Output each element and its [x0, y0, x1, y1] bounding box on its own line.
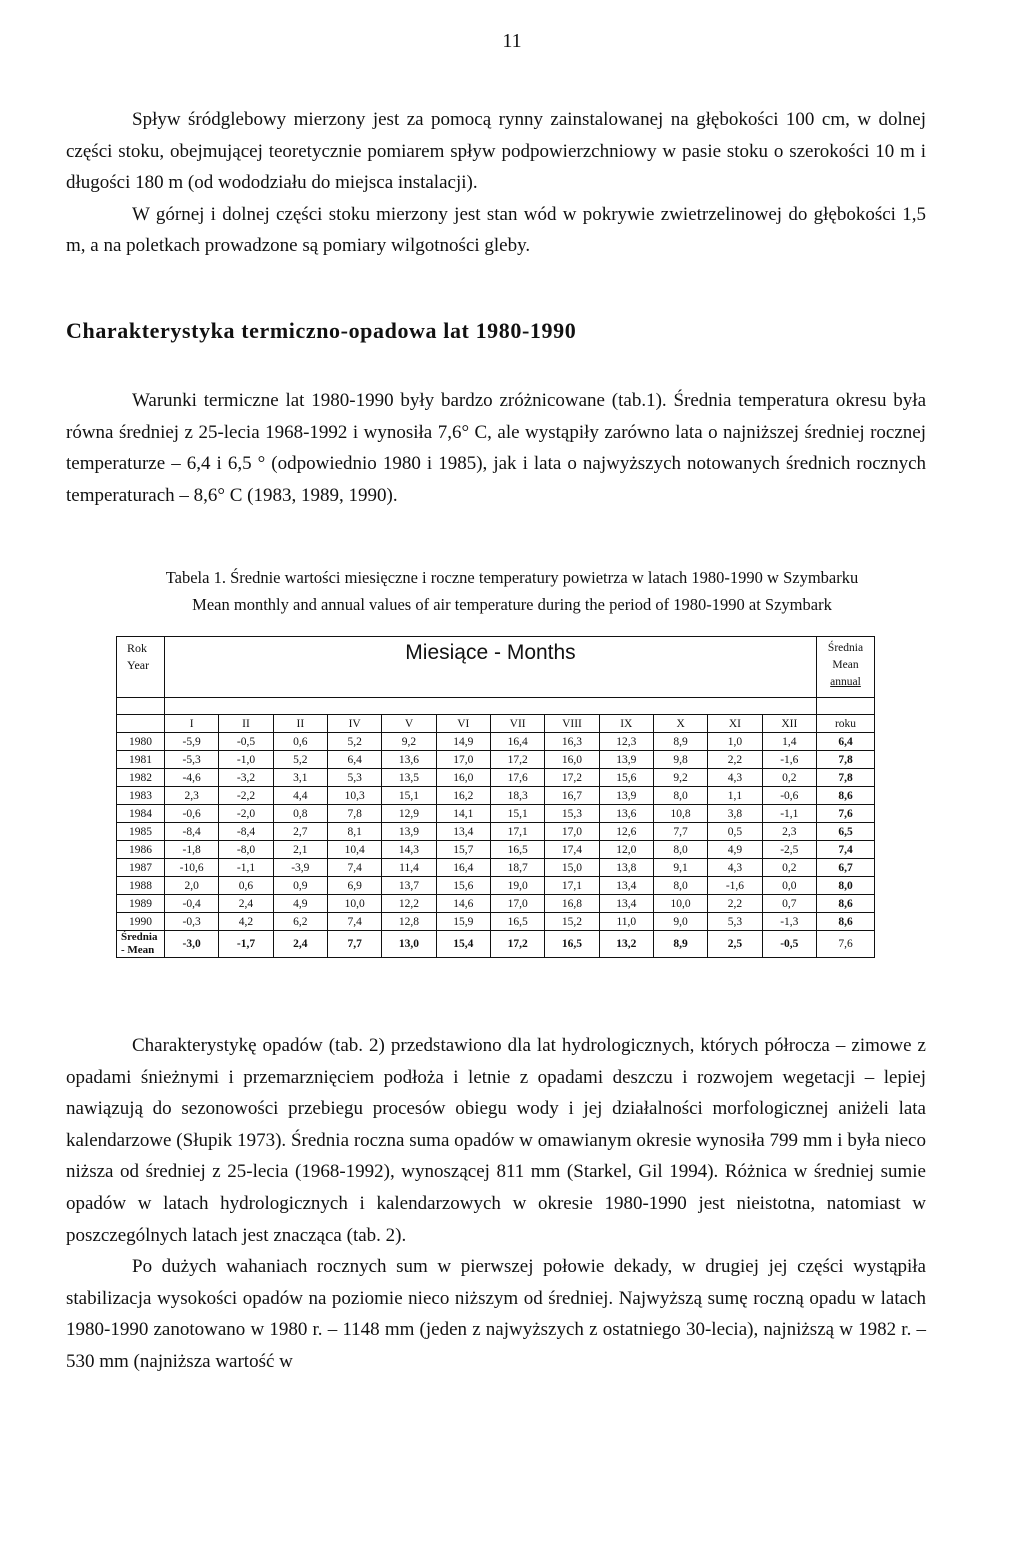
table-cell: 6,4 [327, 751, 381, 769]
table-cell: 2,2 [708, 895, 762, 913]
row-year: 1981 [117, 751, 165, 769]
month-header: II [273, 715, 327, 733]
table-cell: -0,4 [165, 895, 219, 913]
table-cell: 3,1 [273, 769, 327, 787]
table-cell: -0,6 [165, 805, 219, 823]
paragraph-groundwater: W górnej i dolnej części stoku mierzony jest stan wód w pokrywie zwietrzelinowej do głębokości 1,5 m, a na poletkach prowadzone są pomiary wilgotności gleby. [66, 203, 926, 257]
table-cell: 16,0 [436, 769, 490, 787]
table-caption-en: Mean monthly and annual values of air temperature during the period of 1980-1990 at Szymbark [192, 595, 832, 614]
paragraph-precip: Charakterystykę opadów (tab. 2) przedstawiono dla lat hydrologicznych, których półrocza – zimowe z opadami śnieżnymi i przemarznięciem podłoża i letnie z opadami deszczu i rozwojem wegetacji – lepiej nawiązują do sezonowości przebiegu procesów obiegu wody i jej działalności morfologicznej aniżeli lata kalendarzowe (Słupik 1973). Średnia roczna suma opadów w omawianym okresie wynosiła 799 mm i była nieco niższa od średniej z 25-lecia (1968-1992), wynoszącej 811 mm (Starkel, Gil 1994). Różnica w średniej sumie opadów w latach hydrologicznych i kalendarzowych w okresie 1980-1990 jest nieistotna, natomiast w poszczególnych latach jest znacząca (tab. 2). [66, 1035, 926, 1246]
table-cell: 0,6 [219, 877, 273, 895]
table-cell: 12,3 [599, 733, 653, 751]
table-cell: 8,0 [653, 841, 707, 859]
mean-cell: 17,2 [490, 931, 544, 958]
row-year: 1989 [117, 895, 165, 913]
table-cell: -1,8 [165, 841, 219, 859]
table-cell: 4,9 [708, 841, 762, 859]
row-annual: 7,6 [817, 805, 875, 823]
table-cell: 8,0 [653, 787, 707, 805]
table-cell: 17,4 [545, 841, 599, 859]
table-cell: 2,2 [708, 751, 762, 769]
table-cell: 9,8 [653, 751, 707, 769]
header-annual: annual [830, 676, 861, 688]
row-year: 1985 [117, 823, 165, 841]
header-year: Year [127, 658, 150, 672]
table-cell: -1,6 [708, 877, 762, 895]
mean-annual: 7,6 [817, 931, 875, 958]
table-cell: 1,4 [762, 733, 816, 751]
table-cell: -0,6 [762, 787, 816, 805]
table-cell: 3,8 [708, 805, 762, 823]
table-cell: 7,4 [327, 913, 381, 931]
table-cell: 2,3 [165, 787, 219, 805]
table-cell: 0,2 [762, 769, 816, 787]
table-cell: 17,0 [545, 823, 599, 841]
month-header: VIII [545, 715, 599, 733]
row-annual: 8,6 [817, 913, 875, 931]
table-cell: 4,4 [273, 787, 327, 805]
table-row [117, 877, 875, 895]
table-row [117, 895, 875, 913]
table-cell: 7,4 [327, 859, 381, 877]
table-cell: 13,5 [382, 769, 436, 787]
table-cell: 10,3 [327, 787, 381, 805]
table-cell: 15,6 [436, 877, 490, 895]
row-year: 1988 [117, 877, 165, 895]
mean-cell: 2,5 [708, 931, 762, 958]
table-cell: 13,6 [599, 805, 653, 823]
table-cell: 6,9 [327, 877, 381, 895]
table-cell: 1,1 [708, 787, 762, 805]
table-cell: -1,1 [219, 859, 273, 877]
table-cell: 6,2 [273, 913, 327, 931]
table-cell: 14,1 [436, 805, 490, 823]
table-cell: 17,0 [436, 751, 490, 769]
row-annual: 7,4 [817, 841, 875, 859]
table-cell: 17,1 [490, 823, 544, 841]
table-cell: 13,9 [599, 787, 653, 805]
table-cell: 5,3 [708, 913, 762, 931]
table-cell: 5,3 [327, 769, 381, 787]
table-cell: 13,8 [599, 859, 653, 877]
table-cell: 15,2 [545, 913, 599, 931]
table-cell: 9,2 [382, 733, 436, 751]
table-cell: 16,4 [490, 733, 544, 751]
table-cell: -3,2 [219, 769, 273, 787]
mean-cell: 7,7 [327, 931, 381, 958]
row-annual: 6,7 [817, 859, 875, 877]
temperature-table [116, 636, 875, 958]
table-cell: 11,0 [599, 913, 653, 931]
table-cell: 0,5 [708, 823, 762, 841]
table-cell: 8,9 [653, 733, 707, 751]
table-cell: 1,0 [708, 733, 762, 751]
row-year: 1990 [117, 913, 165, 931]
mean-cell: -1,7 [219, 931, 273, 958]
table-cell: 12,6 [599, 823, 653, 841]
table-cell: 4,9 [273, 895, 327, 913]
table-cell: 16,7 [545, 787, 599, 805]
row-year: 1983 [117, 787, 165, 805]
table-cell: 12,9 [382, 805, 436, 823]
month-header: VI [436, 715, 490, 733]
table-cell: 17,2 [490, 751, 544, 769]
table-cell: 15,1 [382, 787, 436, 805]
table-cell: 2,7 [273, 823, 327, 841]
mean-label [117, 931, 165, 958]
table-cell: 10,0 [327, 895, 381, 913]
table-cell: 13,9 [599, 751, 653, 769]
mean-label-en: - Mean [121, 944, 155, 956]
table-cell: 10,8 [653, 805, 707, 823]
month-header: XI [708, 715, 762, 733]
page-number: 11 [502, 30, 522, 52]
table-cell: -2,0 [219, 805, 273, 823]
table-cell: 13,9 [382, 823, 436, 841]
month-header: V [382, 715, 436, 733]
header-rok: Rok [127, 641, 148, 655]
row-annual: 8,6 [817, 787, 875, 805]
mean-cell: 13,0 [382, 931, 436, 958]
month-header-row [117, 715, 875, 733]
table-cell: 17,0 [490, 895, 544, 913]
mean-cell: -0,5 [762, 931, 816, 958]
table-cell: 9,2 [653, 769, 707, 787]
table-cell: -2,5 [762, 841, 816, 859]
table-cell: -10,6 [165, 859, 219, 877]
table-cell: 15,3 [545, 805, 599, 823]
table-cell: 14,3 [382, 841, 436, 859]
table-cell: 2,0 [165, 877, 219, 895]
table-row [117, 913, 875, 931]
mean-cell: 13,2 [599, 931, 653, 958]
table-cell: 16,5 [490, 841, 544, 859]
table-cell: -3,9 [273, 859, 327, 877]
table-cell: 13,7 [382, 877, 436, 895]
table-cell: 12,8 [382, 913, 436, 931]
table-cell: 8,1 [327, 823, 381, 841]
table-row [117, 787, 875, 805]
table-cell: 16,0 [545, 751, 599, 769]
paragraph-thermal: Warunki termiczne lat 1980-1990 były bardzo zróżnicowane (tab.1). Średnia temperatura okresu była równa średniej z 25-lecia 1968-1992 i wynosiła 7,6° C, ale wystąpiły zarówno lata o najniższej średniej rocznej temperaturze – 6,4 i 6,5 ° (odpowiednio 1980 i 1985), jak i lata o najwyższych notowanych średnich rocznych temperaturach – 8,6° C (1983, 1989, 1990). [66, 390, 926, 506]
table-cell: 0,6 [273, 733, 327, 751]
row-year: 1984 [117, 805, 165, 823]
intro-paragraphs [66, 104, 926, 262]
table-cell: -4,6 [165, 769, 219, 787]
header-sred: Średnia [827, 642, 864, 654]
table-cell: 5,2 [327, 733, 381, 751]
table-cell: 4,3 [708, 859, 762, 877]
table-caption-pl: Tabela 1. Średnie wartości miesięczne i roczne temperatury powietrza w latach 1980-1990 w Szymbarku [165, 568, 859, 587]
table-cell: 19,0 [490, 877, 544, 895]
table-cell: -1,0 [219, 751, 273, 769]
row-annual: 6,5 [817, 823, 875, 841]
table-row [117, 823, 875, 841]
mean-cell: 15,4 [436, 931, 490, 958]
table-row [117, 841, 875, 859]
table-cell: 14,9 [436, 733, 490, 751]
precip-paragraphs [66, 1030, 926, 1378]
mean-cell: 2,4 [273, 931, 327, 958]
table-cell: 7,7 [653, 823, 707, 841]
paragraph-precip-2: Po dużych wahaniach rocznych sum w pierwszej połowie dekady, w drugiej jej części wystąpiła stabilizacja wysokości opadów na poziomie nieco niższym od średniej. Najwyższą sumę roczną opadu w latach 1980-1990 zanotowano w 1980 r. – 1148 mm (jeden z najwyższych z ostatniego 30-lecia), najniższą w 1982 r. – 530 mm (najniższa wartość w [66, 1256, 926, 1372]
table-cell: 18,7 [490, 859, 544, 877]
header-year-cell [117, 637, 165, 698]
table-cell: -1,6 [762, 751, 816, 769]
table-cell: 0,8 [273, 805, 327, 823]
month-header: roku [817, 715, 875, 733]
table-cell: 0,0 [762, 877, 816, 895]
table-cell: 11,4 [382, 859, 436, 877]
mean-label-pl: Średnia [121, 931, 158, 943]
table-header-row [117, 637, 875, 698]
table-cell: 17,1 [545, 877, 599, 895]
paragraph-runoff: Spływ śródglebowy mierzony jest za pomocą rynny zainstalowanej na głębokości 100 cm, w dolnej części stoku, obejmującej teoretycznie pomiarem spływ podpowierzchniowy w pasie stoku o szerokości 10 m i długości 180 m (od wododziału do miejsca instalacji). [66, 109, 926, 194]
row-annual: 8,6 [817, 895, 875, 913]
table-cell: 16,8 [545, 895, 599, 913]
table-cell: 9,1 [653, 859, 707, 877]
table-cell: 13,6 [382, 751, 436, 769]
table-cell: 8,0 [653, 877, 707, 895]
header-mean-cell [817, 637, 875, 698]
table-cell: 0,9 [273, 877, 327, 895]
table-cell: 13,4 [436, 823, 490, 841]
table-cell: 4,3 [708, 769, 762, 787]
table-row [117, 733, 875, 751]
table-cell: 2,3 [762, 823, 816, 841]
table-cell: 16,2 [436, 787, 490, 805]
table-cell: 16,4 [436, 859, 490, 877]
table-cell: 5,2 [273, 751, 327, 769]
row-annual: 8,0 [817, 877, 875, 895]
table-cell: 9,0 [653, 913, 707, 931]
header-mean: Mean [832, 659, 859, 671]
table-cell: 0,2 [762, 859, 816, 877]
row-annual: 7,8 [817, 751, 875, 769]
table-cell: 10,0 [653, 895, 707, 913]
table-cell: 17,6 [490, 769, 544, 787]
month-header: VII [490, 715, 544, 733]
table-row [117, 769, 875, 787]
table-cell: 15,6 [599, 769, 653, 787]
table-cell: 12,2 [382, 895, 436, 913]
table-row [117, 859, 875, 877]
table-cell: -2,2 [219, 787, 273, 805]
table-cell: -0,3 [165, 913, 219, 931]
table-cell: 10,4 [327, 841, 381, 859]
table-cell: 15,7 [436, 841, 490, 859]
row-year: 1980 [117, 733, 165, 751]
table-spacer-row [117, 698, 875, 715]
table-cell: 4,2 [219, 913, 273, 931]
month-header: X [653, 715, 707, 733]
table-cell: -8,4 [165, 823, 219, 841]
month-header: IV [327, 715, 381, 733]
mean-cell: 8,9 [653, 931, 707, 958]
table-cell: -0,5 [219, 733, 273, 751]
month-header: IX [599, 715, 653, 733]
month-header: II [219, 715, 273, 733]
table-cell: 17,2 [545, 769, 599, 787]
month-header: I [165, 715, 219, 733]
table-cell: -1,3 [762, 913, 816, 931]
table-cell: 13,4 [599, 895, 653, 913]
table-cell: 18,3 [490, 787, 544, 805]
table-cell: -5,3 [165, 751, 219, 769]
table-cell: -8,4 [219, 823, 273, 841]
table-cell: 2,1 [273, 841, 327, 859]
header-months: Miesiące - Months [165, 637, 817, 698]
table-cell: 12,0 [599, 841, 653, 859]
row-annual: 7,8 [817, 769, 875, 787]
table-cell: 7,8 [327, 805, 381, 823]
mean-cell: -3,0 [165, 931, 219, 958]
row-annual: 6,4 [817, 733, 875, 751]
table-cell: 16,3 [545, 733, 599, 751]
table-cell: -1,1 [762, 805, 816, 823]
table-cell: 15,9 [436, 913, 490, 931]
mean-cell: 16,5 [545, 931, 599, 958]
table-cell: 15,1 [490, 805, 544, 823]
row-year: 1986 [117, 841, 165, 859]
table-cell: 15,0 [545, 859, 599, 877]
table-cell: 16,5 [490, 913, 544, 931]
row-year: 1982 [117, 769, 165, 787]
table-cell: -5,9 [165, 733, 219, 751]
table-cell: -8,0 [219, 841, 273, 859]
table-cell: 13,4 [599, 877, 653, 895]
section-heading: Charakterystyka termiczno-opadowa lat 1980-1990 [66, 318, 577, 343]
table-cell: 2,4 [219, 895, 273, 913]
table-cell: 0,7 [762, 895, 816, 913]
row-year: 1987 [117, 859, 165, 877]
mean-row [117, 931, 875, 958]
table-row [117, 751, 875, 769]
table-cell: 14,6 [436, 895, 490, 913]
month-header: XII [762, 715, 816, 733]
table-row [117, 805, 875, 823]
